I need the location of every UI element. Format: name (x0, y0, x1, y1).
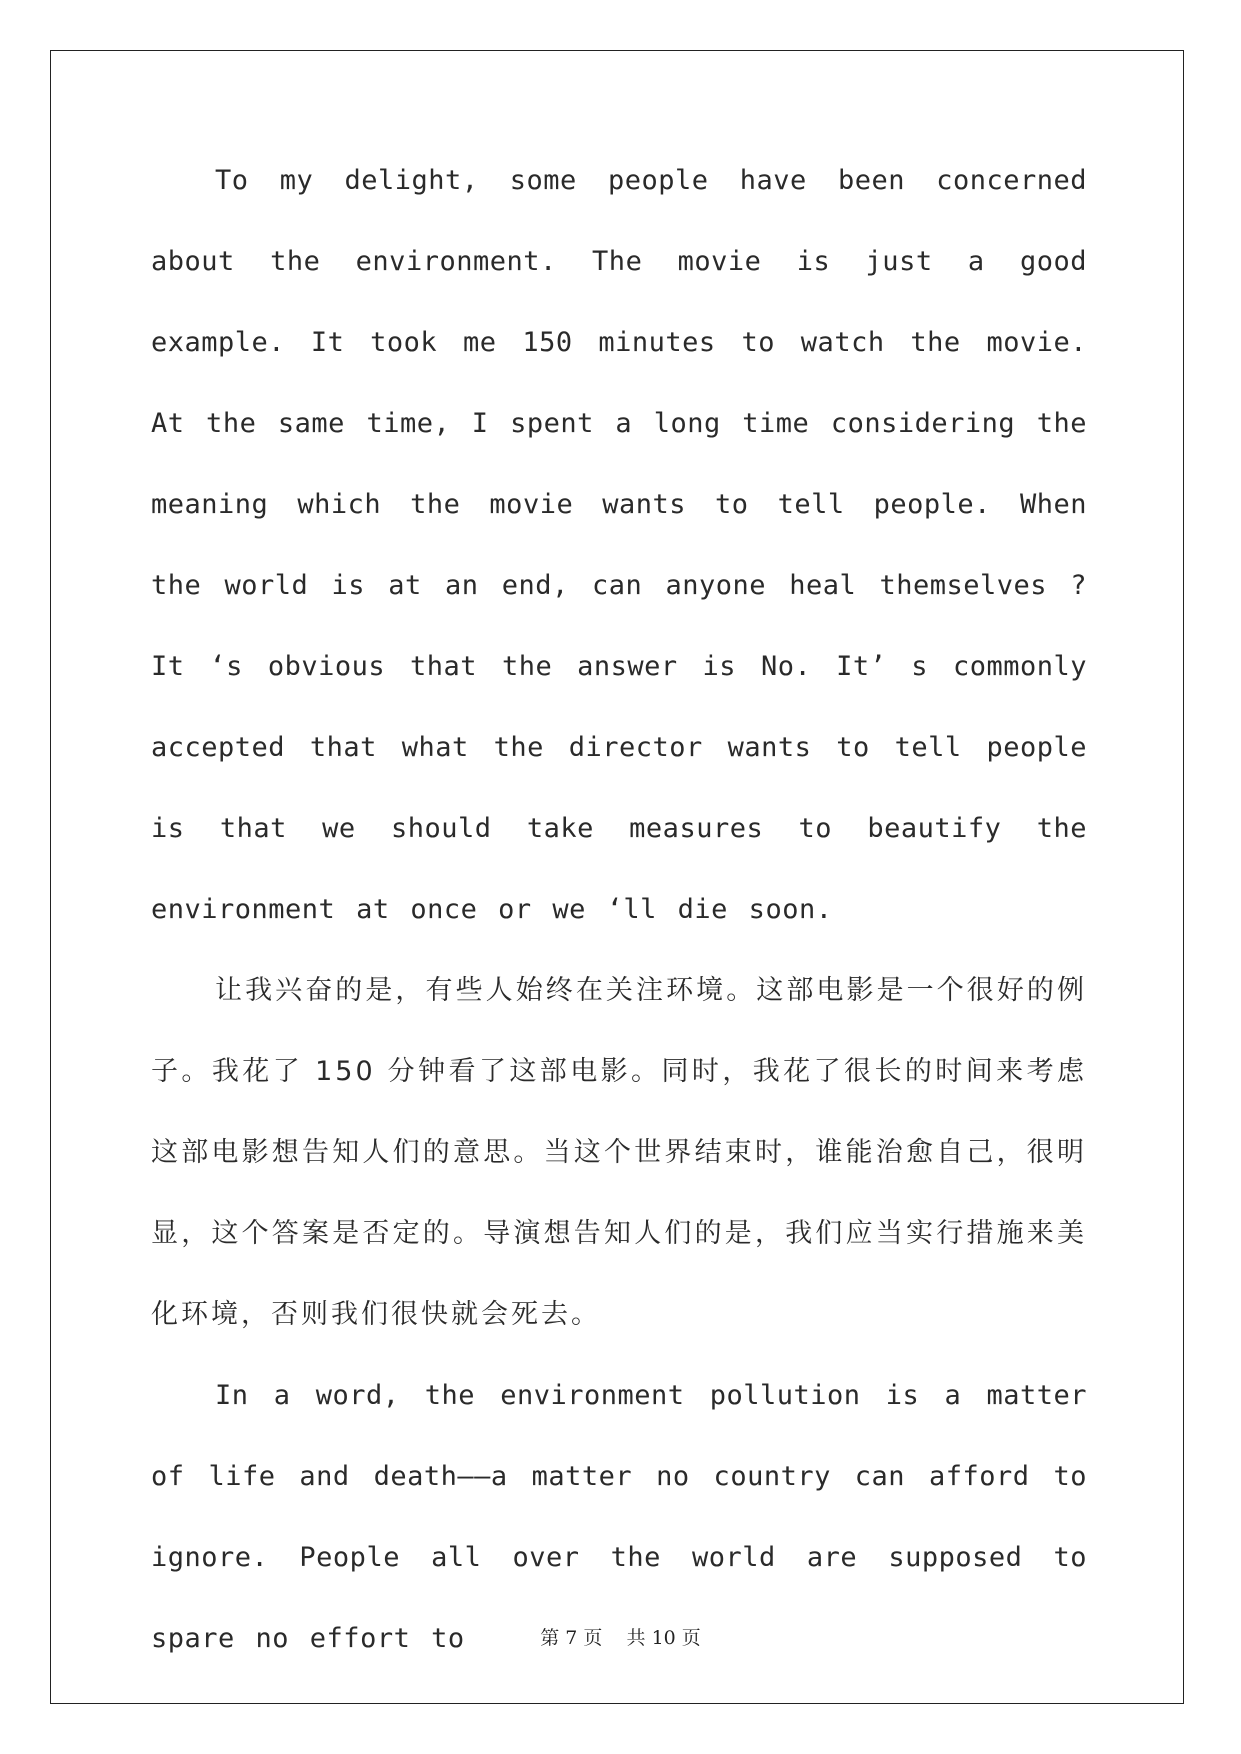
document-body (151, 140, 1087, 1679)
page-total: 共 10 页 (626, 1627, 701, 1649)
paragraph-english-2: In a word, the environment pollution is a matter of life and death——a matter no country can afford to ignore. People all over the world are supposed to spare no effort to (151, 1380, 1087, 1654)
paragraph-chinese: 让我兴奋的是，有些人始终在关注环境。这部电影是一个很好的例子。我花了 150 分钟看了这部电影。同时，我花了很长的时间来考虑这部电影想告知人们的意思。当这个世界结束时，谁能治愈自己，很明显，这个答案是否定的。导演想告知人们的是，我们应当实行措施来美化环境，否则我们很快就会死去。 (151, 975, 1087, 1330)
page-number: 第 7 页 (540, 1627, 603, 1649)
page-footer (0, 1623, 1241, 1650)
paragraph-english-1: To my delight, some people have been concerned about the environment. The movie is just a good example. It took me 150 minutes to watch the movie. At the same time, I spent a long time considering the meaning which the movie wants to tell people. When the world is at an end, can anyone heal themselves ? It ‘s obvious that the answer is No. It’ s commonly accepted that what the director wants to tell people is that we should take measures to beautify the environment at once or we ‘ll die soon. (151, 165, 1087, 925)
